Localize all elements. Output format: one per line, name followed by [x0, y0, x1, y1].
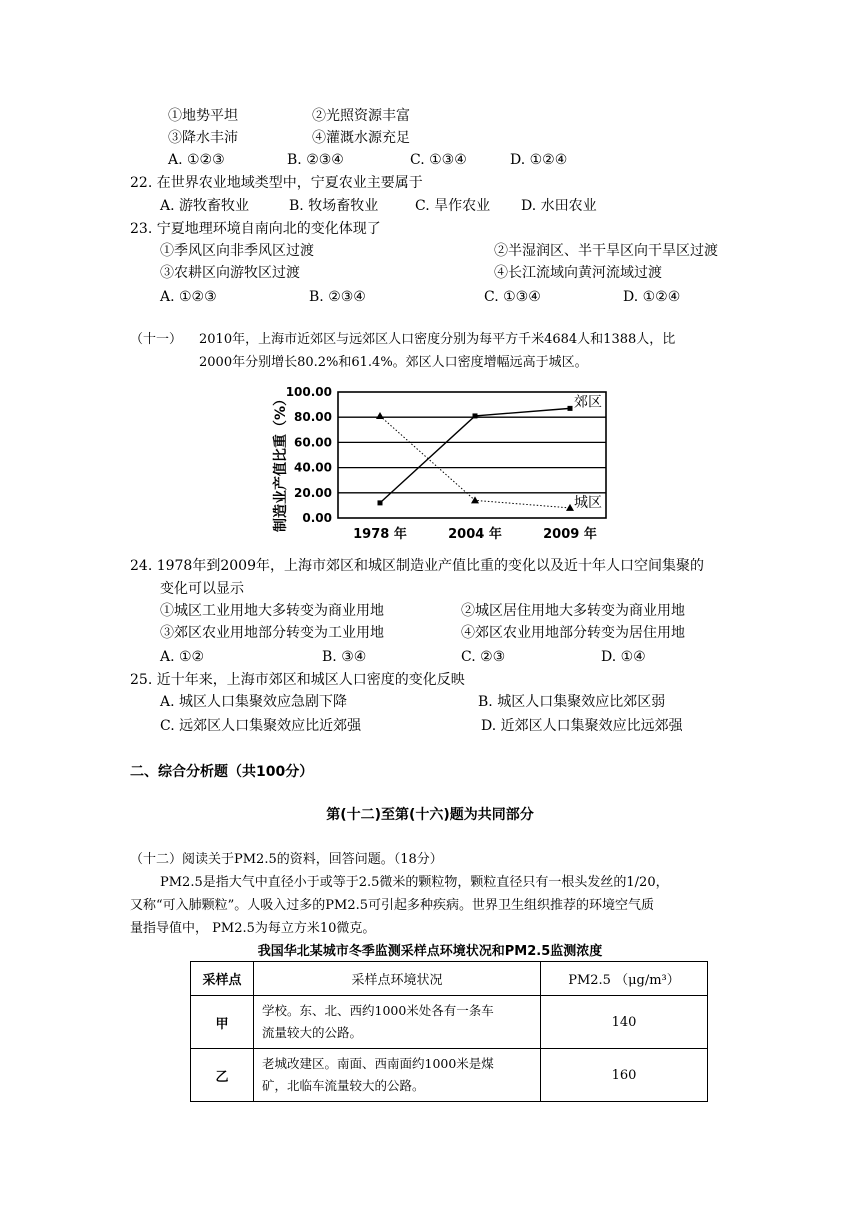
q24-choice-c: C. ②③ — [461, 649, 506, 665]
row-value: 140 — [541, 996, 708, 1049]
section-12-para-line-3: 量指导值中， PM2.5为每立方米10微克。 — [130, 921, 376, 936]
q21-option-2: ②光照资源丰富 — [312, 108, 410, 124]
q24-choice-d: D. ①④ — [601, 649, 646, 665]
row-environment — [254, 996, 541, 1049]
section-11-intro-line-2: 2000年分别增长80.2%和61.4%。郊区人口密度增幅远高于城区。 — [199, 355, 588, 370]
q25-choice-d: D. 近郊区人口集聚效应比远郊强 — [481, 718, 683, 734]
part-2-title: 二、综合分析题（共100分） — [130, 764, 314, 780]
q21-choice-c: C. ①③④ — [410, 152, 467, 168]
y-tick-label: 100.00 — [285, 385, 332, 399]
y-tick-label: 0.00 — [302, 511, 332, 525]
y-tick-label: 40.00 — [294, 460, 332, 475]
q23-option-4: ④长江流域向黄河流域过渡 — [494, 265, 662, 281]
row-environment-line-2: 流量较大的公路。 — [262, 1025, 363, 1040]
q24-stem-line-1: 24. 1978年到2009年，上海市郊区和城区制造业产值比重的变化以及近十年人口空间集聚的 — [130, 558, 704, 574]
data-point-suburb — [568, 406, 573, 411]
data-point-suburb — [473, 413, 478, 418]
q24-option-2: ②城区居住用地大多转变为商业用地 — [461, 603, 685, 619]
q23-option-2: ②半湿润区、半干旱区向干旱区过渡 — [494, 243, 718, 259]
section-12-para-line-1: PM2.5是指大气中直径小于或等于2.5微米的颗粒物，颗粒直径只有一根头发丝的1/20， — [160, 875, 669, 890]
q23-choice-a: A. ①②③ — [160, 289, 217, 305]
pm25-table — [190, 961, 708, 1102]
header-environment: 采样点环境状况 — [254, 962, 541, 996]
manufacturing-share-chart — [262, 380, 622, 548]
data-point-urban — [566, 504, 574, 511]
section-11-intro-line-1: 2010年，上海市近郊区与远郊区人口密度分别为每平方千米4684人和1388人，比 — [199, 332, 676, 347]
table-row — [191, 1049, 708, 1102]
q22-choice-a: A. 游牧畜牧业 — [160, 198, 250, 214]
q21-choice-a: A. ①②③ — [168, 152, 225, 168]
q21-option-3: ③降水丰沛 — [168, 130, 238, 146]
q23-option-3: ③农耕区向游牧区过渡 — [160, 265, 300, 281]
chart-y-axis-label: 制造业产值比重（%） — [273, 391, 289, 533]
x-tick-label: 2004 年 — [448, 527, 502, 542]
q24-choice-b: B. ③④ — [322, 649, 367, 665]
header-site: 采样点 — [191, 962, 254, 996]
q25-choice-a: A. 城区人口集聚效应急剧下降 — [160, 694, 348, 710]
q21-choice-d: D. ①②④ — [510, 152, 568, 168]
q22-choice-c: C. 旱作农业 — [415, 198, 491, 214]
q24-choice-a: A. ①② — [160, 649, 205, 665]
q24-option-4: ④郊区农业用地部分转变为居住用地 — [461, 625, 685, 641]
q25-choice-c: C. 远郊区人口集聚效应比近郊强 — [160, 718, 362, 734]
series-line-suburb — [380, 408, 570, 503]
q23-choice-d: D. ①②④ — [623, 289, 681, 305]
row-site: 甲 — [191, 996, 254, 1049]
section-12-para-line-2: 又称“可入肺颗粒”。人吸入过多的PM2.5可引起多种疾病。世界卫生组织推荐的环境空气质 — [130, 898, 655, 913]
row-site: 乙 — [191, 1049, 254, 1102]
q22-choice-d: D. 水田农业 — [521, 198, 597, 214]
y-tick-label: 60.00 — [294, 435, 332, 450]
q23-stem: 23. 宁夏地理环境自南向北的变化体现了 — [130, 221, 381, 237]
section-12-heading: （十二）阅读关于PM2.5的资料，回答问题。（18分） — [130, 852, 443, 867]
q21-option-1: ①地势平坦 — [168, 108, 238, 124]
y-tick-label: 20.00 — [294, 485, 332, 500]
data-point-urban — [376, 412, 384, 419]
q21-option-4: ④灌溉水源充足 — [312, 130, 410, 146]
x-tick-label: 2009 年 — [543, 527, 597, 542]
q24-stem-line-2: 变化可以显示 — [160, 581, 244, 597]
q24-option-3: ③郊区农业用地部分转变为工业用地 — [160, 625, 384, 641]
data-point-suburb — [378, 500, 383, 505]
table-row — [191, 996, 708, 1049]
row-environment-line-1: 老城改建区。南面、西南面约1000米是煤 — [262, 1056, 494, 1071]
q24-option-1: ①城区工业用地大多转变为商业用地 — [160, 603, 384, 619]
q22-stem: 22. 在世界农业地域类型中，宁夏农业主要属于 — [130, 175, 423, 191]
shared-section-heading: 第(十二)至第(十六)题为共同部分 — [326, 807, 534, 823]
plot-frame — [338, 392, 606, 518]
series-line-urban — [380, 416, 570, 508]
q23-option-1: ①季风区向非季风区过渡 — [160, 243, 314, 259]
q21-choice-b: B. ②③④ — [287, 152, 344, 168]
row-environment-line-1: 学校。东、北、西约1000米处各有一条车 — [262, 1003, 494, 1018]
header-pm25: PM2.5 （μg/m³） — [541, 962, 708, 996]
row-environment-line-2: 矿，北临车流量较大的公路。 — [262, 1078, 425, 1093]
q22-choice-b: B. 牧场畜牧业 — [289, 198, 379, 214]
x-tick-label: 1978 年 — [353, 527, 407, 542]
y-tick-label: 80.00 — [294, 410, 332, 425]
row-value: 160 — [541, 1049, 708, 1102]
series-label-suburb: 郊区 — [574, 394, 602, 411]
q23-choice-c: C. ①③④ — [484, 289, 541, 305]
q25-choice-b: B. 城区人口集聚效应比郊区弱 — [478, 694, 666, 710]
row-environment — [254, 1049, 541, 1102]
table-header-row — [191, 962, 708, 996]
series-label-urban: 城区 — [574, 494, 602, 511]
q23-choice-b: B. ②③④ — [309, 289, 366, 305]
table-title: 我国华北某城市冬季监测采样点环境状况和PM2.5监测浓度 — [257, 944, 603, 959]
section-11-label: （十一） — [130, 332, 183, 347]
q25-stem: 25. 近十年来，上海市郊区和城区人口密度的变化反映 — [130, 672, 465, 688]
